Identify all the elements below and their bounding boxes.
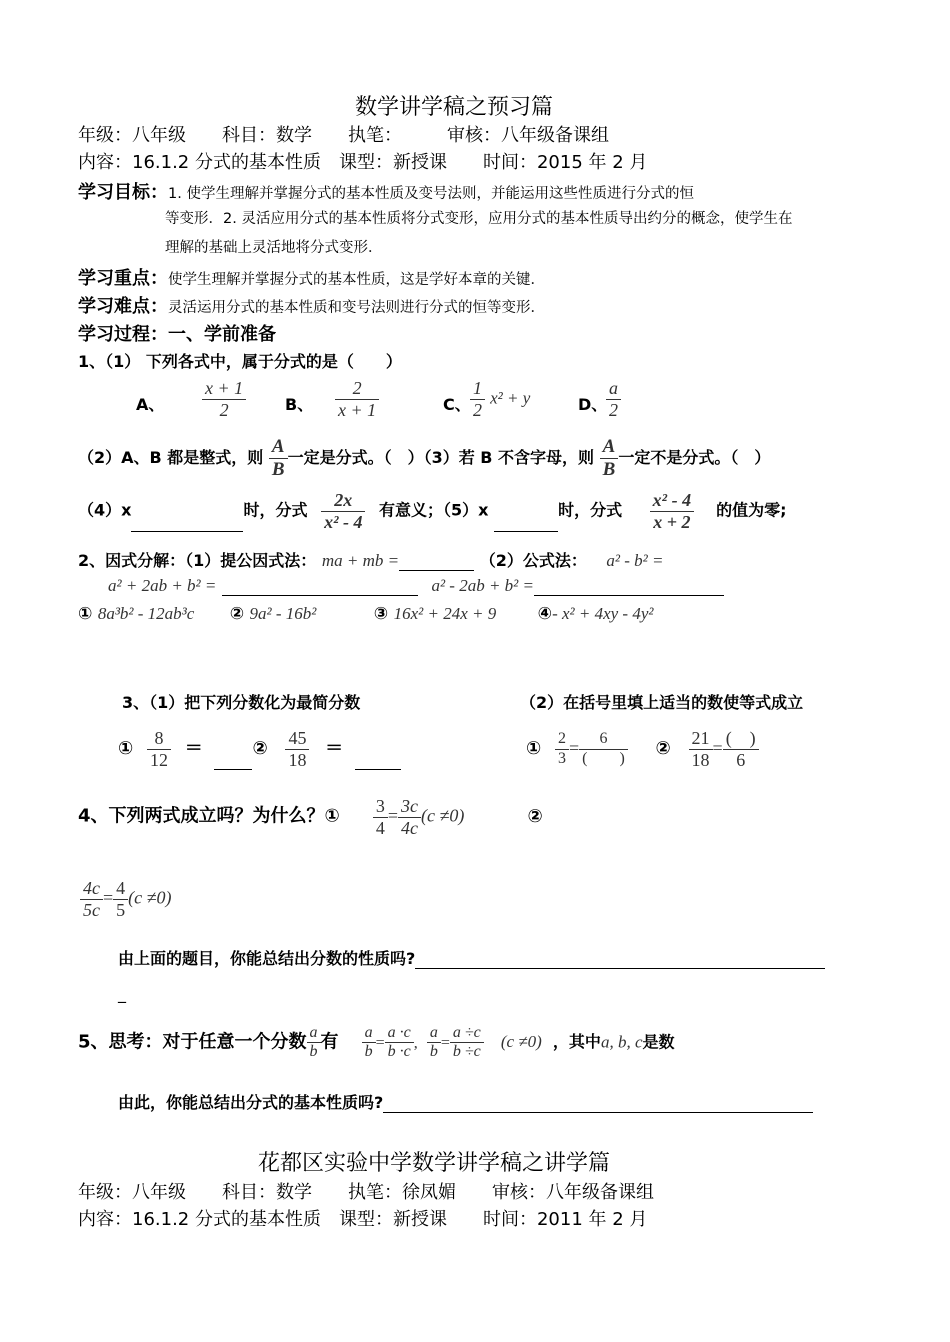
q3-circle-1: ①: [118, 738, 134, 760]
frac-num: 8: [154, 728, 164, 748]
frac-den: 5: [116, 899, 126, 920]
goal-text-1: 1. 使学生理解并掌握分式的基本性质及变号法则，并能运用这些性质进行分式的恒: [168, 186, 694, 202]
q1-option-a-fraction: [202, 378, 246, 420]
frac-num: a: [609, 378, 618, 398]
q2-row-3: [78, 604, 653, 624]
frac-den: 18: [691, 749, 710, 770]
frac-den: 12: [149, 749, 168, 770]
frac-den: b: [364, 1043, 373, 1061]
q5-vars: a, b, c: [600, 1032, 643, 1052]
frac-num: 2: [557, 730, 566, 748]
q1-option-b-fraction: [335, 378, 379, 420]
key-label: 学习重点：: [78, 268, 168, 289]
answer-blank[interactable]: [494, 513, 558, 532]
q2-formula-label: （2）公式法：: [479, 551, 587, 570]
answer-blank[interactable]: [131, 513, 243, 532]
q2-row-1: [78, 548, 663, 571]
answer-blank[interactable]: [383, 1094, 813, 1113]
q2-expr-2: a² - b² =: [606, 551, 664, 570]
q5-you: 有: [320, 1031, 339, 1053]
frac-den: 6: [736, 749, 746, 770]
frac-den: b ·c: [387, 1043, 411, 1061]
q1-option-c-label: C、: [443, 395, 471, 414]
q3-circle-4: ②: [655, 738, 671, 760]
process-heading: 学习过程：一、学前准备: [78, 324, 276, 345]
lecture-title: 花都区实验中学数学讲学稿之讲学篇: [258, 1151, 611, 1176]
q2-expr-4: a² - 2ab + b² =: [431, 576, 535, 595]
q1-stem: 1、（1） 下列各式中，属于分式的是（ ）: [78, 352, 402, 371]
q2-item-4: - x² + 4xy - 4y²: [552, 604, 654, 623]
q3-row-2: ① $\frac{2}{3}$ = $\frac{6}{( )}$ ② $\frac{21}{18}$ = $\frac{( )}{6}$: [526, 728, 759, 770]
frac-den: 2: [473, 399, 482, 420]
q4-expr-2: $\frac{4c}{5c}$ = $\frac{4}{5}$ (c ≠0): [80, 878, 172, 920]
frac-den: b: [429, 1043, 438, 1061]
q1-option-b-label: B、: [285, 395, 314, 414]
goal-section: [78, 178, 694, 204]
frac-num: 6: [599, 730, 608, 748]
frac-num: 2: [352, 378, 362, 398]
goal-text-2: 等变形．2. 灵活应用分式的基本性质将分式变形，应用分式的基本性质导出约分的概念，使学生在: [165, 211, 793, 227]
frac-den: 4c: [401, 817, 419, 838]
meta-line-2: 内容：16.1.2 分式的基本性质 课型：新授课 时间：2015 年 2 月: [78, 152, 648, 173]
frac-den: x² - 4: [324, 511, 363, 532]
q4-stem: 4、下列两式成立吗？为什么？①: [78, 805, 340, 827]
frac-num: 1: [473, 378, 482, 398]
difficulty-point: [78, 292, 545, 318]
q5-tail-a: ，其中: [552, 1032, 601, 1052]
frac-den: 18: [288, 749, 307, 770]
frac-den: 3: [557, 749, 566, 767]
frac-den: x + 2: [653, 511, 691, 532]
key-point: [78, 264, 545, 290]
q3-circle-3: ①: [526, 738, 542, 760]
part4-text-c: 有意义；（5）x: [379, 500, 489, 520]
q4-circle-2: ②: [527, 805, 543, 827]
q2-stem: 2、因式分解：（1）提公因式法：: [78, 551, 317, 570]
part5-text-e: 的值为零;: [716, 500, 787, 520]
answer-blank[interactable]: [222, 577, 418, 596]
frac-num: 21: [691, 728, 710, 748]
q3-circle-2: ②: [252, 738, 268, 760]
key-text: 使学生理解并掌握分式的基本性质，这是学好本章的关键．: [168, 272, 545, 288]
q2-item-2: 9a² - 16b²: [249, 604, 317, 623]
q4-row-1: 4、下列两式成立吗？为什么？① $\frac{3}{4}$ = $\frac{3c}{4c}$ (c ≠0) ②: [78, 796, 543, 838]
part4-text-a: （4）x: [78, 500, 132, 520]
q5-summary: [118, 1090, 813, 1113]
option-c-tail: x² + y: [490, 388, 531, 408]
frac-num: ( ): [725, 728, 756, 748]
frac-den: ( ): [582, 749, 625, 767]
goal-text-3: 理解的基础上灵活地将分式变形．: [165, 240, 383, 256]
frac-num: a ÷c: [452, 1024, 481, 1041]
q2-index-3: ③: [373, 604, 389, 624]
q2-expr-3: a² + 2ab + b² =: [108, 576, 217, 595]
answer-blank[interactable]: [399, 552, 474, 571]
goal-label: 学习目标：: [78, 182, 168, 203]
part4-text-b: 时，分式: [243, 500, 308, 520]
frac-den: 4: [375, 817, 385, 838]
condition: (c ≠0): [421, 805, 465, 826]
frac-num: 2x: [334, 490, 353, 510]
q2-index-4: ④: [537, 604, 553, 624]
diff-label: 学习难点：: [78, 296, 168, 317]
equals-sign: ＝: [184, 738, 203, 760]
q1-option-a-label: A、: [136, 395, 165, 414]
part2-text-a: （2）A、B 都是整式，则: [78, 447, 264, 467]
answer-blank[interactable]: [355, 751, 401, 770]
q2-index-2: ②: [229, 604, 245, 624]
frac-den: b ÷c: [452, 1043, 481, 1061]
q5-row-1: 5、思考：对于任意一个分数 $\frac{a}{b}$ 有 $\frac{a}{b}$ = $\frac{a \cdot c}{b \cdot c}$ , $\frac{a}{b}$ = $\frac{a \div c}{b \div c}$ (c ≠0) ，其中a, b, c是数: [78, 1024, 675, 1061]
frac-num: 3c: [401, 796, 419, 816]
frac-num: A: [271, 436, 285, 457]
lecture-meta-2: 内容：16.1.2 分式的基本性质 课型：新授课 时间：2011 年 2 月: [78, 1209, 648, 1230]
condition: (c ≠0): [128, 887, 172, 908]
frac-num: a: [429, 1024, 438, 1041]
diff-text: 灵活运用分式的基本性质和变号法则进行分式的恒等变形．: [168, 300, 545, 316]
condition: (c ≠0): [500, 1032, 542, 1052]
q2-row-2: [108, 576, 724, 596]
q1-option-d-label: D、: [578, 395, 608, 414]
equals-sign: ＝: [325, 738, 344, 760]
q1-option-d-fraction: [606, 378, 621, 420]
lecture-meta-1: 年级：八年级 科目：数学 执笔：徐凤媚 审核：八年级备课组: [78, 1182, 654, 1203]
frac-den: b: [309, 1043, 318, 1061]
frac-den: B: [602, 458, 616, 480]
q4-summary: [118, 946, 825, 969]
frac-den: 5c: [83, 899, 100, 920]
answer-blank[interactable]: [534, 577, 724, 596]
q2-expr-1: ma + mb =: [321, 551, 400, 570]
q2-index-1: ①: [78, 604, 93, 624]
part5-text-d: 时，分式: [558, 500, 623, 520]
q3-stem-1: 3、（1）把下列分数化为最简分数: [122, 693, 361, 712]
frac-num: 45: [288, 728, 307, 748]
frac-num: 4: [116, 878, 126, 898]
q5-stem: 5、思考：对于任意一个分数: [78, 1031, 307, 1053]
page-title: 数学讲学稿之预习篇: [355, 95, 554, 120]
frac-num: A: [602, 436, 616, 457]
frac-num: a: [309, 1024, 318, 1041]
q3-stem-2: （2）在括号里填上适当的数使等式成立: [520, 693, 804, 712]
q4-dash: _: [118, 984, 126, 1003]
q1-part-4-5: [78, 490, 786, 532]
frac-den: B: [271, 458, 285, 480]
q2-item-1: 8a³b² - 12ab³c: [97, 604, 195, 623]
frac-den: 2: [219, 399, 229, 420]
part3-text-c: 一定不是分式。（ ）: [618, 447, 771, 467]
frac-num: x + 1: [205, 378, 244, 398]
meta-line-1: 年级：八年级 科目：数学 执笔： 审核：八年级备课组: [78, 125, 609, 146]
frac-num: 3: [375, 796, 385, 816]
q1-option-c-expr: [470, 378, 530, 420]
q3-row-1: [118, 728, 401, 770]
frac-num: x² - 4: [652, 490, 692, 510]
q5-summary-text: 由此，你能总结出分式的基本性质吗?: [118, 1093, 384, 1112]
q1-part-2-3: [78, 436, 770, 481]
frac-num: 4c: [83, 878, 100, 898]
frac-den: x + 1: [338, 399, 377, 420]
q4-summary-text: 由上面的题目，你能总结出分数的性质吗?: [118, 949, 416, 968]
answer-blank[interactable]: [415, 950, 825, 969]
part2-text-b: 一定是分式。（ ）（3）若 B 不含字母，则: [287, 447, 595, 467]
frac-den: 2: [609, 399, 618, 420]
q2-item-3: 16x² + 24x + 9: [393, 604, 497, 623]
frac-num: a: [364, 1024, 373, 1041]
answer-blank[interactable]: [214, 751, 252, 770]
q5-tail-b: 是数: [642, 1032, 675, 1052]
frac-num: a ·c: [387, 1024, 411, 1041]
